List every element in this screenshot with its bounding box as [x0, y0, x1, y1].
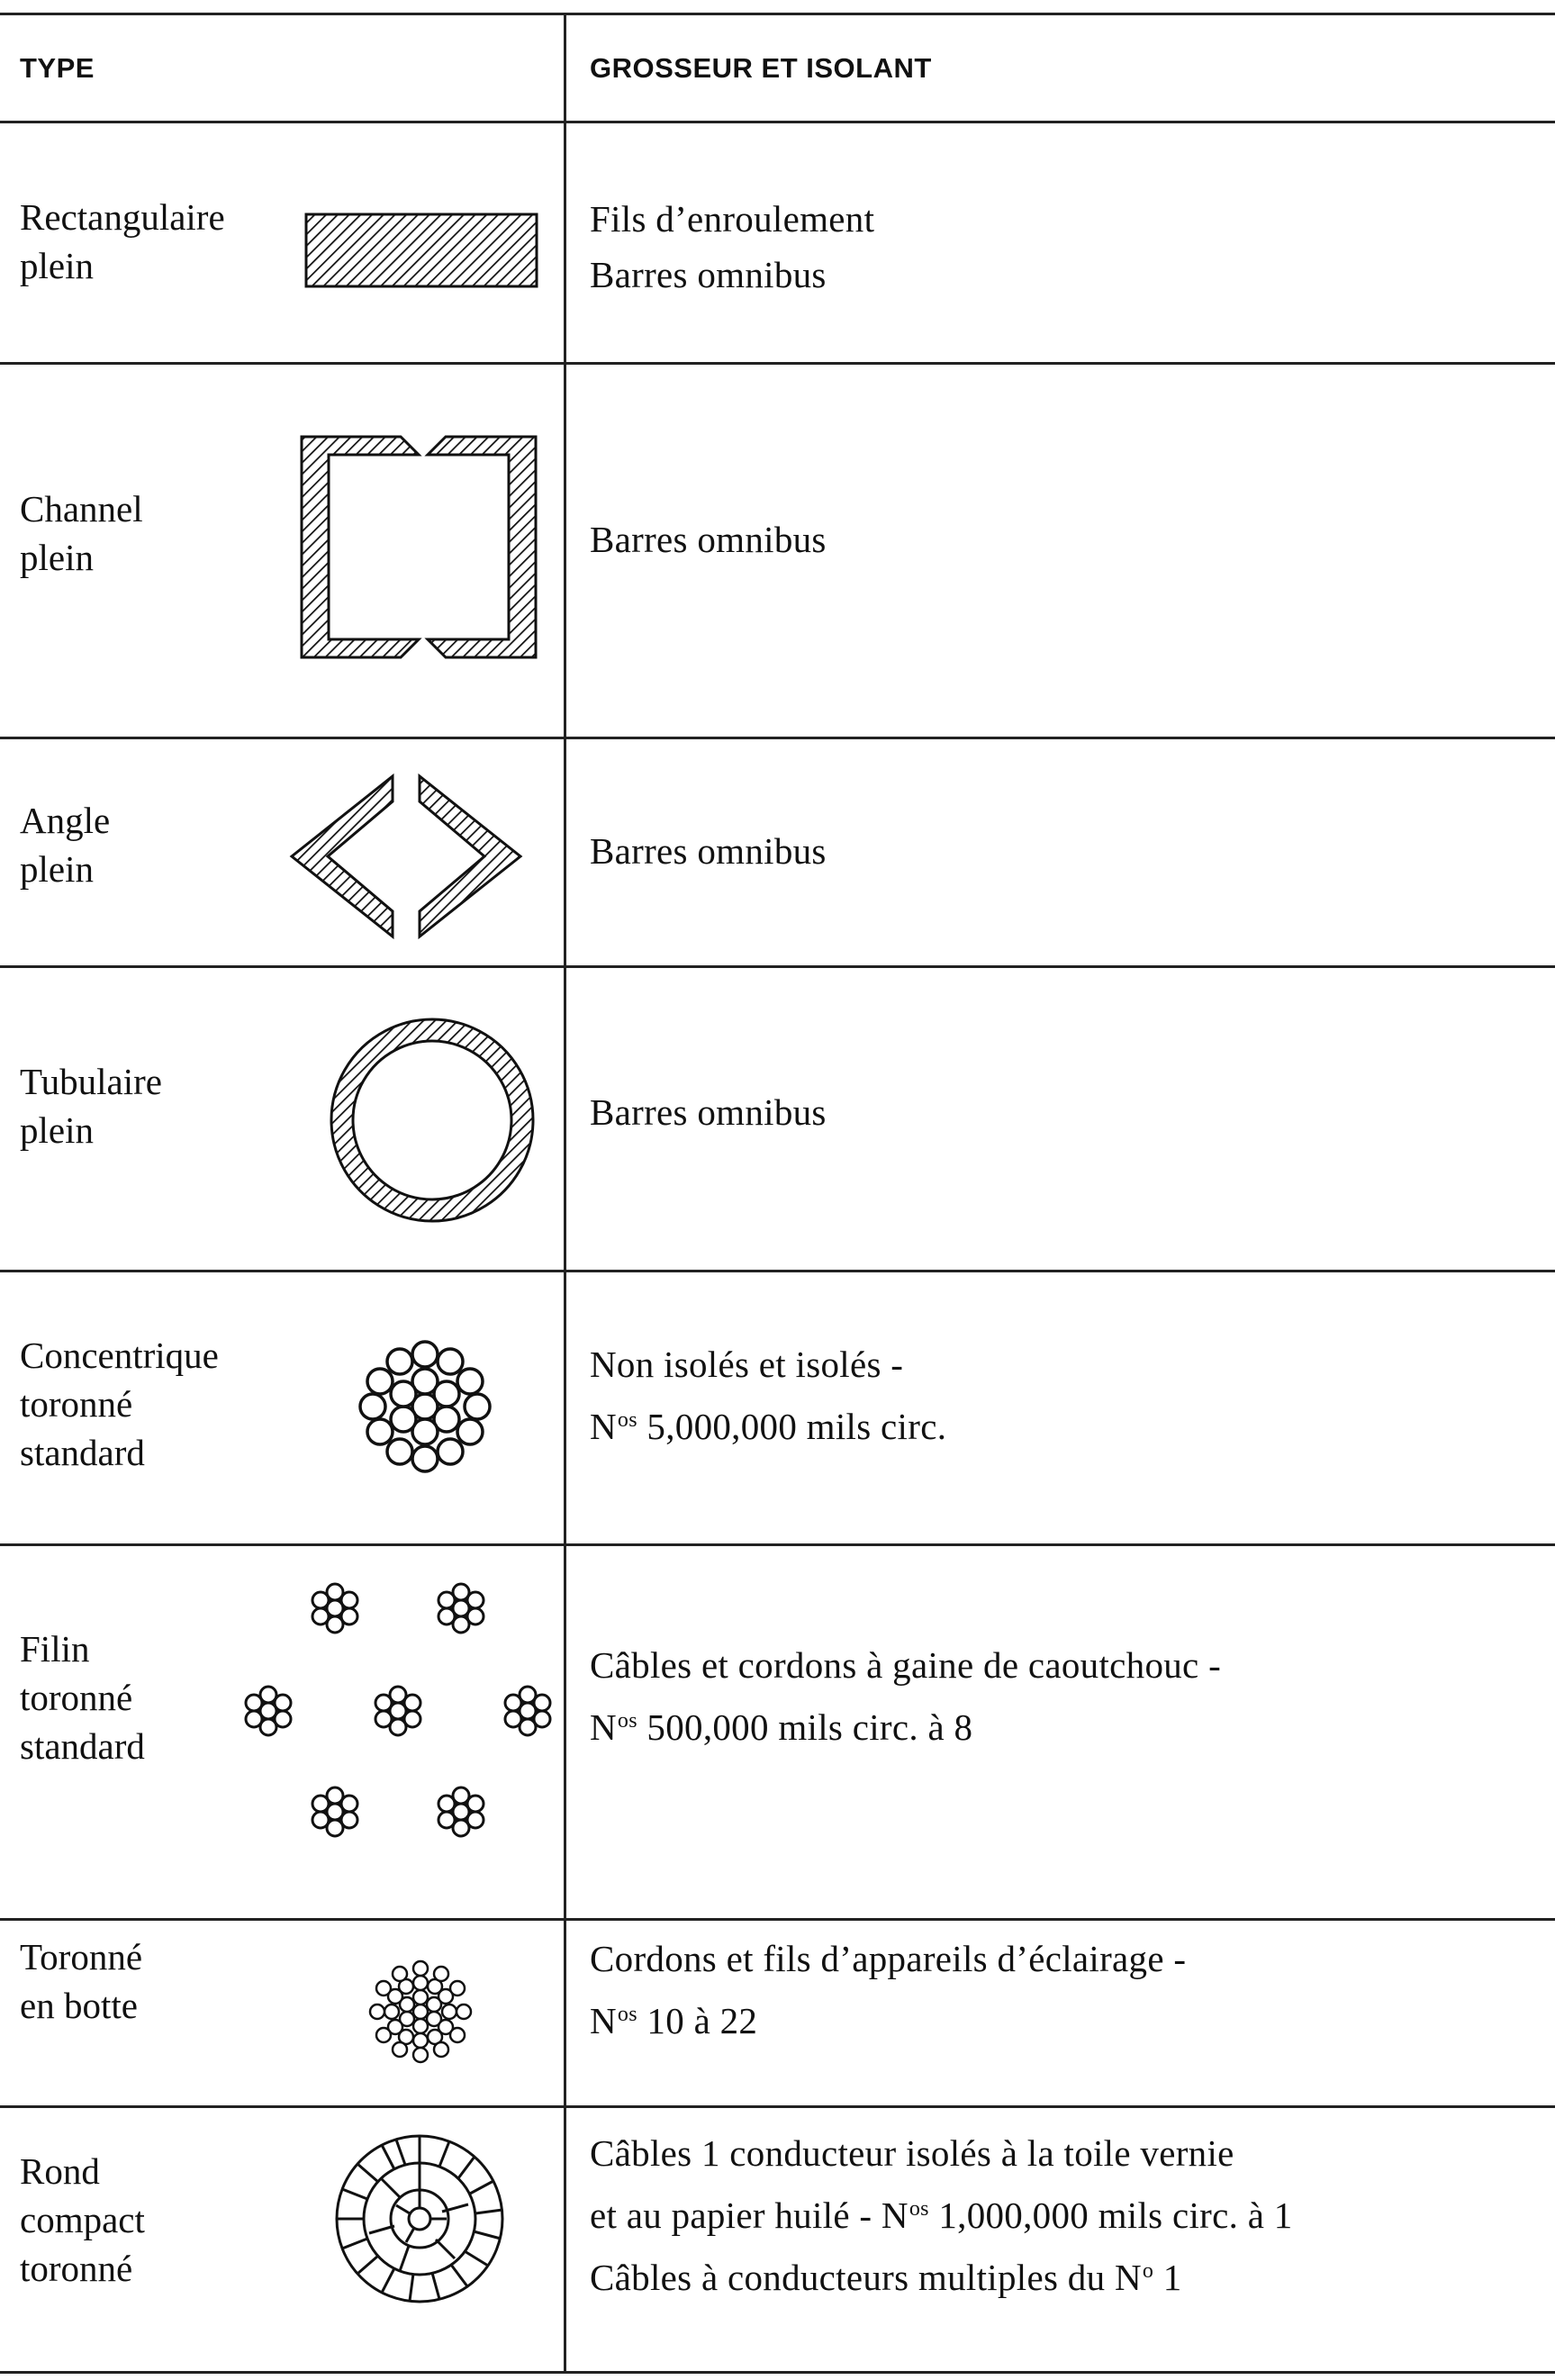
- row-description: [590, 1336, 946, 1454]
- row-type-label: Channel plein: [20, 488, 143, 578]
- row-description: [590, 191, 874, 303]
- description-line: $N^{os}$ 5,000,000 mils circ.: [590, 1406, 947, 1447]
- size-insulation-column-header: GROSSEUR ET ISOLANT: [590, 52, 932, 84]
- description-line: $N^{os}$ 10 à 22: [590, 2000, 758, 2041]
- header-divider: [0, 121, 1555, 123]
- solid-rectangle-icon: [304, 213, 540, 290]
- bunch-stranded-icon: [362, 1956, 479, 2068]
- row-description: [590, 1637, 1221, 1755]
- description-line: et au papier huilé - $N^{os}$ 1,000,000 mils circ. à 1: [590, 2194, 1293, 2236]
- row-type-label: Filin toronné standard: [20, 1628, 145, 1767]
- table-top-border: [0, 13, 1555, 15]
- description-line: Fils d’enroulement: [590, 198, 875, 240]
- rope-stranded-icon: [236, 1567, 560, 1855]
- tubular-icon: [326, 1014, 538, 1226]
- description-line: Barres omnibus: [590, 519, 827, 560]
- row-type-label: Toronné en botte: [20, 1936, 143, 2026]
- row-description: [590, 1084, 827, 1140]
- type-column-header: TYPE: [20, 52, 95, 84]
- row-divider: [0, 1543, 1555, 1546]
- row-divider: [0, 2105, 1555, 2108]
- row-type-label: Rond compact toronné: [20, 2150, 145, 2289]
- row-type-label: Tubulaire plein: [20, 1061, 162, 1151]
- solid-angle-icon: [285, 769, 528, 944]
- column-divider: [564, 13, 566, 2374]
- row-description: [590, 823, 827, 879]
- row-divider: [0, 737, 1555, 739]
- row-description: [590, 511, 827, 567]
- row-divider: [0, 362, 1555, 365]
- row-divider: [0, 1270, 1555, 1272]
- solid-channel-icon: [297, 432, 549, 675]
- description-line: $N^{os}$ 500,000 mils circ. à 8: [590, 1706, 973, 1748]
- description-line: Barres omnibus: [590, 1091, 827, 1133]
- description-line: Cordons et fils d’appareils d’éclairage -: [590, 1938, 1187, 1979]
- table-bottom-border: [0, 2371, 1555, 2374]
- description-line: Câbles et cordons à gaine de caoutchouc -: [590, 1644, 1222, 1686]
- description-line: Barres omnibus: [590, 254, 827, 295]
- row-type-label: Concentrique toronné standard: [20, 1335, 219, 1473]
- description-line: Câbles à conducteurs multiples du $N^o$ 1: [590, 2257, 1182, 2298]
- row-divider: [0, 1918, 1555, 1921]
- description-line: Câbles 1 conducteur isolés à la toile vernie: [590, 2132, 1234, 2174]
- description-line: Non isolés et isolés -: [590, 1344, 904, 1385]
- compact-round-stranded-icon: [330, 2129, 510, 2309]
- row-description: [590, 1931, 1186, 2049]
- row-description: [590, 2125, 1293, 2305]
- row-divider: [0, 965, 1555, 968]
- description-line: Barres omnibus: [590, 830, 827, 872]
- row-type-label: Rectangulaire plein: [20, 196, 225, 286]
- concentric-stranded-icon: [353, 1335, 497, 1479]
- row-type-label: Angle plein: [20, 800, 111, 890]
